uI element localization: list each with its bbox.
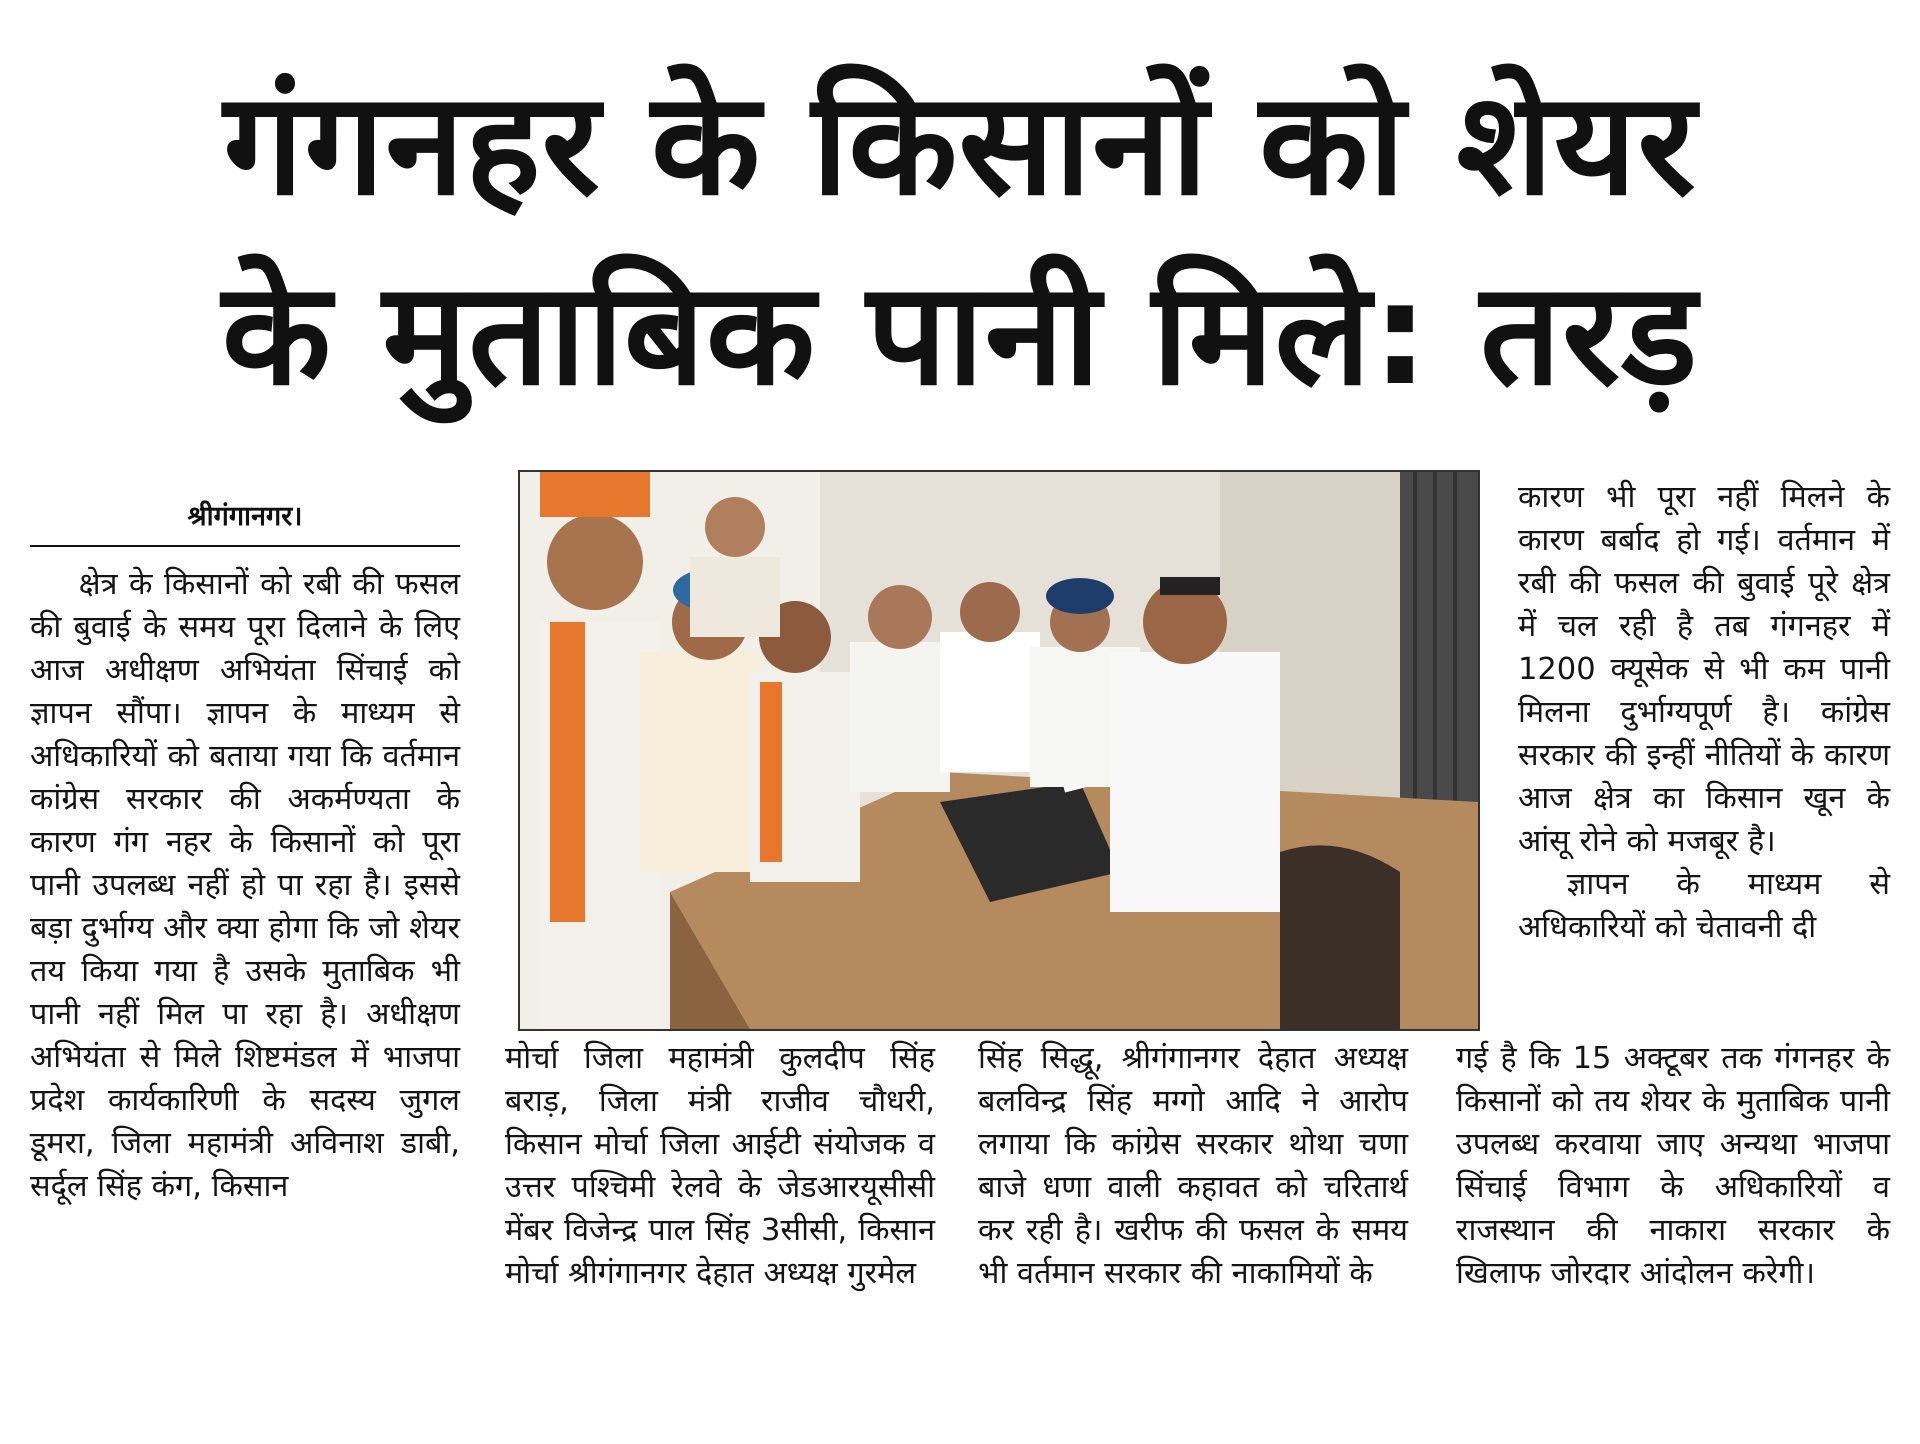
column-4-paragraph-2: ज्ञापन के माध्यम से अधिकारियों को चेतावनी दी [1518, 867, 1890, 945]
article-column-4 [1518, 476, 1890, 949]
column-3-text: सिंह सिद्धू, श्रीगंगानगर देहात अध्यक्ष बलविन्द्र सिंह मग्गो आदि ने आरोप लगाया कि कांग्रेस सरकार थोथा चणा बाजे धणा वाली कहावत को चरितार्थ कर रही है। खरीफ की फसल के समय भी वर्तमान सरकार की नाकामियों के [978, 1041, 1408, 1291]
dateline: श्रीगंगानगर। [187, 501, 303, 532]
headline-line-2: के मुताबिक पानी मिले: तरड़ [221, 252, 1699, 417]
dateline-block [30, 497, 460, 547]
column-4-text: कारण भी पूरा नहीं मिलने के कारण बर्बाद हो गई। वर्तमान में रबी की फसल की बुवाई पूरे क्षेत्र में चल रही है तब गंगनहर में 1200 क्यूसेक से भी कम पानी मिलना दुर्भाग्यपूर्ण है। कांग्रेस सरकार की इन्हीं नीतियों के कारण आज क्षेत्र का किसान खून के आंसू रोने को मजबूर है। [1518, 480, 1890, 859]
column-2-text: मोर्चा जिला महामंत्री कुलदीप सिंह बराड़, जिला मंत्री राजीव चौधरी, किसान मोर्चा जिला आईटी संयोजक व उत्तर पश्चिमी रेलवे के जेडआरयूसीसी मेंबर विजेन्द्र पाल सिंह 3सीसी, किसान मोर्चा श्रीगंगानगर देहात अध्यक्ष गुरमेल [505, 1041, 935, 1291]
column-5-text: गई है कि 15 अक्टूबर तक गंगनहर के किसानों को तय शेयर के मुताबिक पानी उपलब्ध करवाया जाए अन्यथा भाजपा सिंचाई विभाग के अधिकारियों व राजस्थान की नाकारा सरकार के खिलाफ जोरदार आंदोलन करेगी। [1456, 1041, 1890, 1291]
dateline-rule [30, 545, 460, 547]
article-column-2 [505, 1037, 935, 1295]
news-photo [518, 470, 1480, 1031]
article-column-3 [978, 1037, 1408, 1295]
headline-line-1: गंगनहर के किसानों को शेयर [223, 62, 1697, 227]
column-1-text: क्षेत्र के किसानों को रबी की फसल की बुवाई के समय पूरा दिलाने के लिए आज अधीक्षण अभियंता सिंचाई को ज्ञापन सौंपा। ज्ञापन के माध्यम से अधिकारियों को बताया गया कि वर्तमान कांग्रेस सरकार की अकर्मण्यता के कारण गंग नहर के किसानों को पूरा पानी उपलब्ध नहीं हो पा रहा है। इससे बड़ा दुर्भाग्य और क्या होगा कि जो शेयर तय किया गया है उसके मुताबिक भी पानी नहीं मिल पा रहा है। अधीक्षण अभियंता से मिले शिष्टमंडल में भाजपा प्रदेश कार्यकारिणी के सदस्य जुगल डूमरा, जिला महामंत्री अविनाश डाबी, सर्दूल सिंह कंग, किसान [30, 567, 460, 1204]
article-column-5 [1456, 1037, 1890, 1295]
news-photo-illustration [520, 472, 1478, 1029]
article-column-1 [30, 563, 460, 1208]
